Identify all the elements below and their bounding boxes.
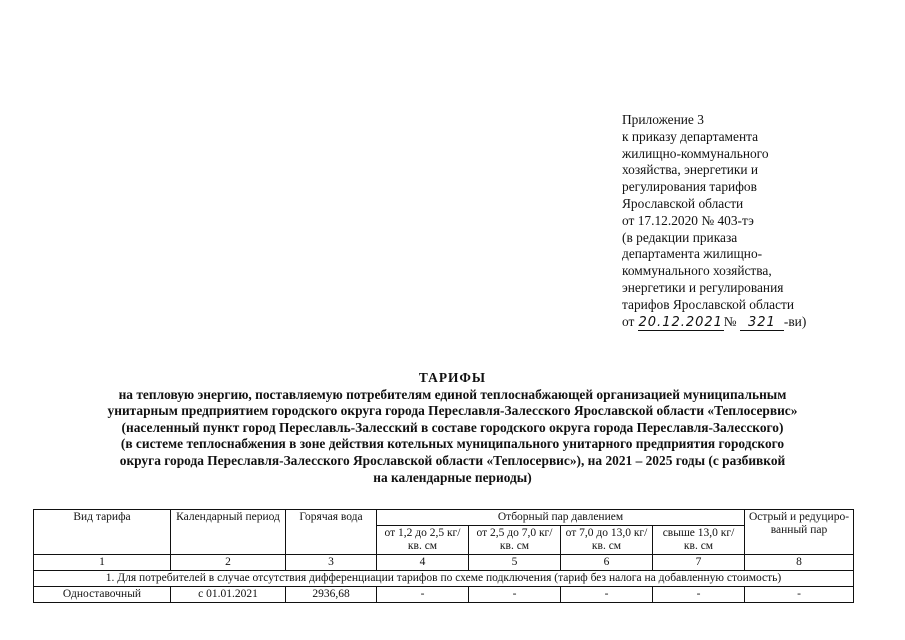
heading-line: округа города Переславля-Залесского Ярославской области «Теплосервис»), на 2021 – 2025 годы (с разбивкой: [119, 452, 786, 468]
heading-line: на тепловую энергию, поставляемую потребителям единой теплоснабжающей организацией муниципальным: [118, 386, 787, 402]
appendix-line: к приказу департамента: [622, 128, 759, 144]
order-reference-line: [622, 314, 892, 331]
column-number: 5: [469, 555, 561, 571]
header-sharp-steam: Острый и редуциро-ванный пар: [745, 510, 854, 555]
header-hot-water: Горячая вода: [286, 510, 377, 555]
header-steam-4: свыше 13,0 кг/ кв. см: [653, 526, 745, 555]
appendix-line: регулирования тарифов: [622, 179, 757, 195]
appendix-line: коммунального хозяйства,: [622, 263, 772, 279]
column-number: 1: [34, 555, 171, 571]
appendix-line: Приложение 3: [622, 112, 704, 127]
header-tariff-type: Вид тарифа: [34, 510, 171, 555]
column-number: 2: [171, 555, 286, 571]
column-number: 6: [561, 555, 653, 571]
cell-steam-2: -: [469, 587, 561, 603]
tariffs-table: [33, 509, 854, 603]
handwritten-order-number: 321: [740, 315, 784, 331]
cell-steam-3: -: [561, 587, 653, 603]
header-steam-1: от 1,2 до 2,5 кг/ кв. см: [377, 526, 469, 555]
appendix-line: (в редакции приказа: [622, 229, 738, 245]
appendix-line: жилищно-коммунального: [622, 145, 769, 161]
appendix-block: [622, 112, 892, 331]
section-row: [34, 571, 854, 587]
appendix-line: департамента жилищно-: [622, 246, 763, 262]
column-number-row: [34, 555, 854, 571]
header-period: Календарный период: [171, 510, 286, 555]
heading-line: унитарным предприятием городского округа города Переславля-Залесского Ярославской области «Теплосервис»: [107, 403, 798, 419]
order-suffix: -ви): [783, 313, 807, 329]
heading-line: на календарные периоды): [373, 469, 532, 485]
document-heading: [40, 370, 865, 486]
header-steam-2: от 2,5 до 7,0 кг/ кв. см: [469, 526, 561, 555]
cell-steam-1: -: [377, 587, 469, 603]
cell-tariff-type: Одноставочный: [34, 587, 171, 603]
heading-line: (населенный пункт город Переславль-Залесский в составе городского округа города Переславля-Залесского): [121, 419, 784, 435]
heading-line: (в системе теплоснабжения в зоне действия котельных муниципального унитарного предприятия городского: [120, 436, 785, 452]
appendix-line: энергетики и регулирования: [622, 279, 784, 295]
table-row: [34, 587, 854, 603]
cell-hot-water: 2936,68: [286, 587, 377, 603]
column-number: 8: [745, 555, 854, 571]
cell-sharp-steam: -: [745, 587, 854, 603]
header-steam: Отборный пар давлением: [377, 510, 745, 526]
column-number: 3: [286, 555, 377, 571]
appendix-line: хозяйства, энергетики и: [622, 162, 759, 178]
order-number-label: №: [723, 313, 737, 329]
appendix-line: Ярославской области: [622, 195, 744, 211]
header-steam-3: от 7,0 до 13,0 кг/ кв. см: [561, 526, 653, 555]
handwritten-order-date: 20.12.2021: [638, 314, 723, 330]
document-title: ТАРИФЫ: [418, 370, 487, 385]
table-header-row: [34, 510, 854, 526]
column-number: 4: [377, 555, 469, 571]
cell-period: с 01.01.2021: [171, 587, 286, 603]
order-prefix: от: [622, 313, 635, 329]
appendix-line: от 17.12.2020 № 403-тэ: [622, 212, 754, 228]
section-title: 1. Для потребителей в случае отсутствия дифференциации тарифов по схеме подключения (тариф без налога на добавленную стоимость): [34, 571, 854, 587]
column-number: 7: [653, 555, 745, 571]
cell-steam-4: -: [653, 587, 745, 603]
appendix-line: тарифов Ярославской области: [622, 296, 795, 312]
